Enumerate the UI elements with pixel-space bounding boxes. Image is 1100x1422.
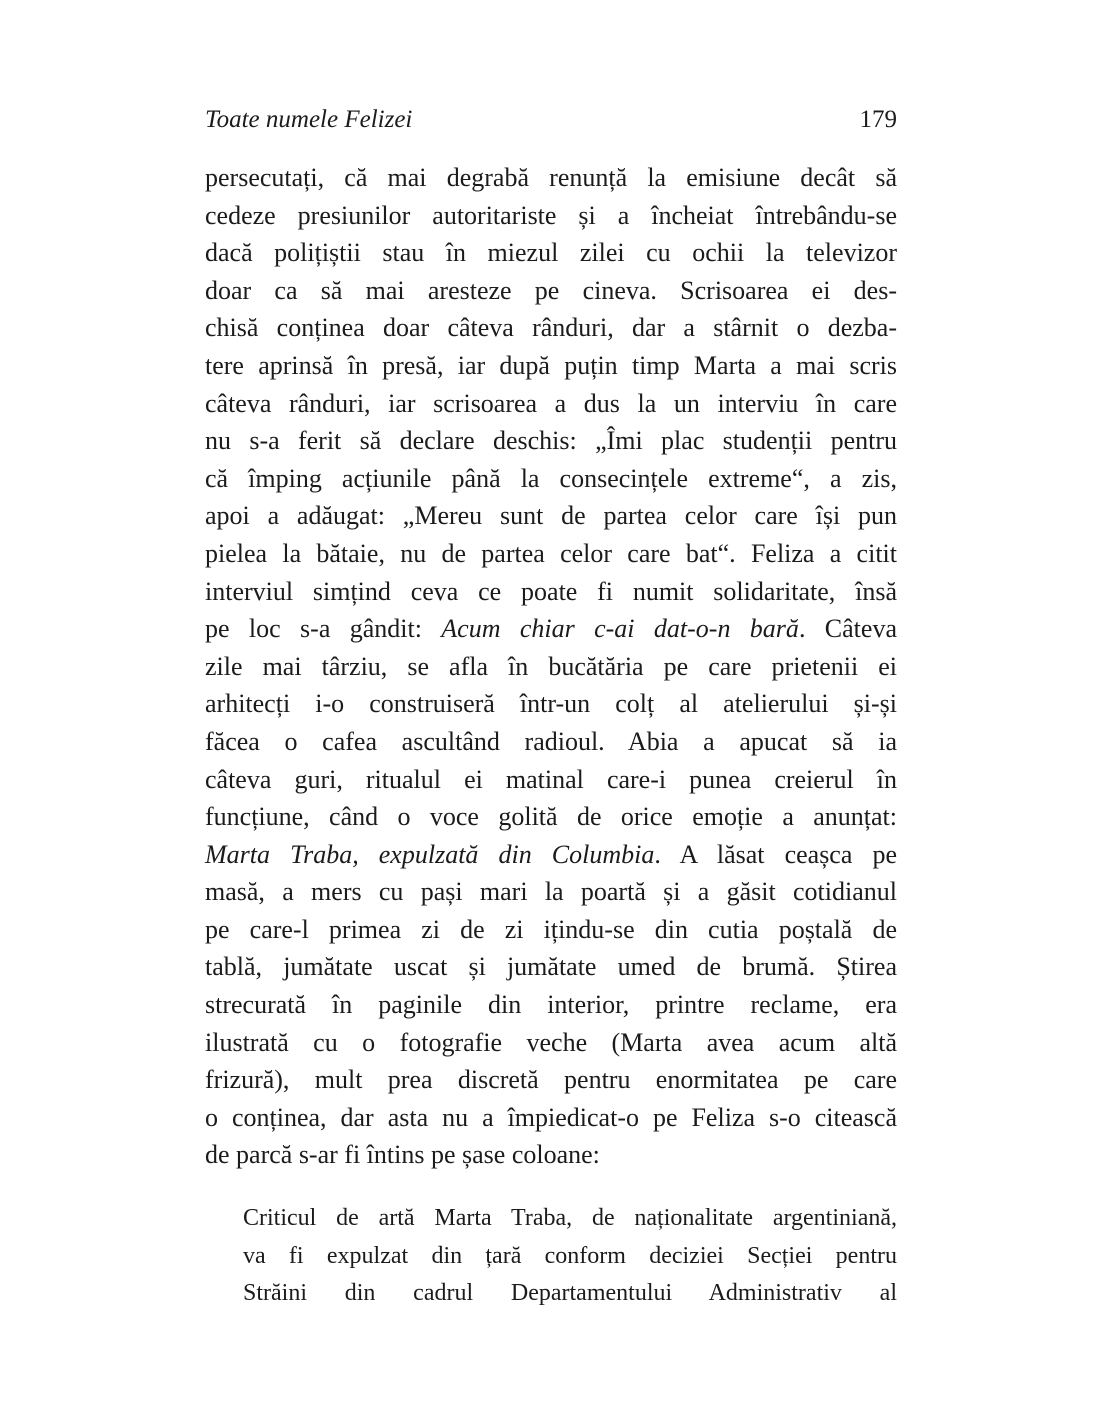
text-segment: chisă conținea doar câteva rânduri, dar a stârnit o dezba-: [205, 313, 897, 343]
text-line: [205, 685, 897, 723]
text-segment: zile mai târziu, se afla în bucătăria pe care prietenii ei: [205, 651, 897, 681]
page-number: 179: [859, 106, 897, 133]
text-segment: pe loc s-a gândit:: [205, 614, 442, 644]
text-line: [205, 986, 897, 1024]
text-segment: persecutați, că mai degrabă renunță la emisiune decât să: [205, 163, 897, 192]
text-line: [205, 422, 897, 460]
text-line: [205, 535, 897, 573]
text-line: [205, 234, 897, 272]
text-line: [243, 1238, 897, 1276]
text-line: [205, 610, 897, 648]
text-segment: apoi a adăugat: „Mereu sunt de partea celor care își pun: [205, 501, 897, 531]
text-line: [205, 948, 897, 986]
text-segment: masă, a mers cu pași mari la poartă și a găsit cotidianul: [205, 877, 897, 907]
text-segment: câteva guri, ritualul ei matinal care-i punea creierul în: [205, 764, 897, 794]
text-line: [205, 1099, 897, 1137]
text-line: [205, 460, 897, 498]
text-segment: frizură), mult prea discretă pentru enormitatea pe care: [205, 1065, 897, 1095]
text-segment: pielea la bătaie, nu de partea celor care bat“. Feliza a citit: [205, 538, 897, 568]
text-segment: făcea o cafea ascultând radioul. Abia a apucat să ia: [205, 726, 897, 756]
text-segment: nu s-a ferit să declare deschis: „Îmi plac studenții pentru: [205, 426, 897, 456]
text-line: [205, 347, 897, 385]
text-line: [205, 272, 897, 310]
text-segment: dacă polițiștii stau în miezul zilei cu ochii la televizor: [205, 238, 897, 268]
running-header: [205, 105, 897, 135]
text-line: [243, 1275, 897, 1313]
text-line: [205, 309, 897, 347]
text-line: [243, 1200, 897, 1238]
text-segment: Străini din cadrul Departamentului Administrativ al: [243, 1280, 897, 1307]
text-line: [205, 159, 897, 197]
text-segment: o conținea, dar asta nu a împiedicat-o pe Feliza s-o citească: [205, 1102, 897, 1132]
text-segment: ilustrată cu o fotografie veche (Marta avea acum altă: [205, 1027, 897, 1057]
text-line: [205, 798, 897, 836]
text-segment: tere aprinsă în presă, iar după puțin timp Marta a mai scris: [205, 350, 897, 380]
text-segment: cedeze presiunilor autoritariste și a încheiat întrebându-se: [205, 200, 897, 230]
text-line: [205, 836, 897, 874]
text-line: [205, 197, 897, 235]
text-segment: tablă, jumătate uscat și jumătate umed de brumă. Știrea: [205, 952, 897, 982]
text-segment: . Câteva: [798, 614, 897, 644]
text-line: [205, 873, 897, 911]
text-segment: interviul simțind ceva ce poate fi numit solidaritate, însă: [205, 576, 897, 606]
text-segment: va fi expulzat din țară conform deciziei Secției pentru: [243, 1242, 897, 1269]
text-line: [205, 648, 897, 686]
text-segment: pe care-l primea zi de zi ițindu-se din cutia poștală de: [205, 914, 897, 944]
text-segment: funcțiune, când o voce golită de orice emoție a anunțat:: [205, 802, 897, 832]
text-segment: . A lăsat ceașca pe: [654, 839, 897, 869]
text-block: [205, 105, 897, 1313]
text-segment: arhitecți i-o construiseră într-un colț al atelierului și-și: [205, 689, 897, 719]
text-segment: de parcă s-ar fi întins pe șase coloane:: [205, 1140, 600, 1170]
text-line: [205, 385, 897, 423]
text-segment: că împing acțiunile până la consecințele extreme“, a zis,: [205, 463, 897, 493]
text-line: [205, 723, 897, 761]
text-line: [205, 1024, 897, 1062]
text-line: [205, 1136, 897, 1174]
text-line: [205, 573, 897, 611]
block-quote: [205, 1200, 897, 1313]
italic-text-segment: Marta Traba, expulzată din Columbia: [205, 839, 655, 869]
body-paragraph: [205, 159, 897, 1174]
italic-text-segment: Acum chiar c-ai dat-o-n bară: [441, 614, 799, 644]
text-segment: Criticul de artă Marta Traba, de naționalitate argentiniană,: [243, 1205, 897, 1232]
text-segment: strecurată în paginile din interior, printre reclame, era: [205, 990, 897, 1020]
text-line: [205, 761, 897, 799]
text-segment: câteva rânduri, iar scrisoarea a dus la un interviu în care: [205, 388, 897, 418]
text-line: [205, 1061, 897, 1099]
text-line: [205, 911, 897, 949]
text-segment: doar ca să mai aresteze pe cineva. Scrisoarea ei des-: [205, 275, 897, 305]
running-title: Toate numele Felizei: [205, 106, 413, 133]
text-line: [205, 497, 897, 535]
